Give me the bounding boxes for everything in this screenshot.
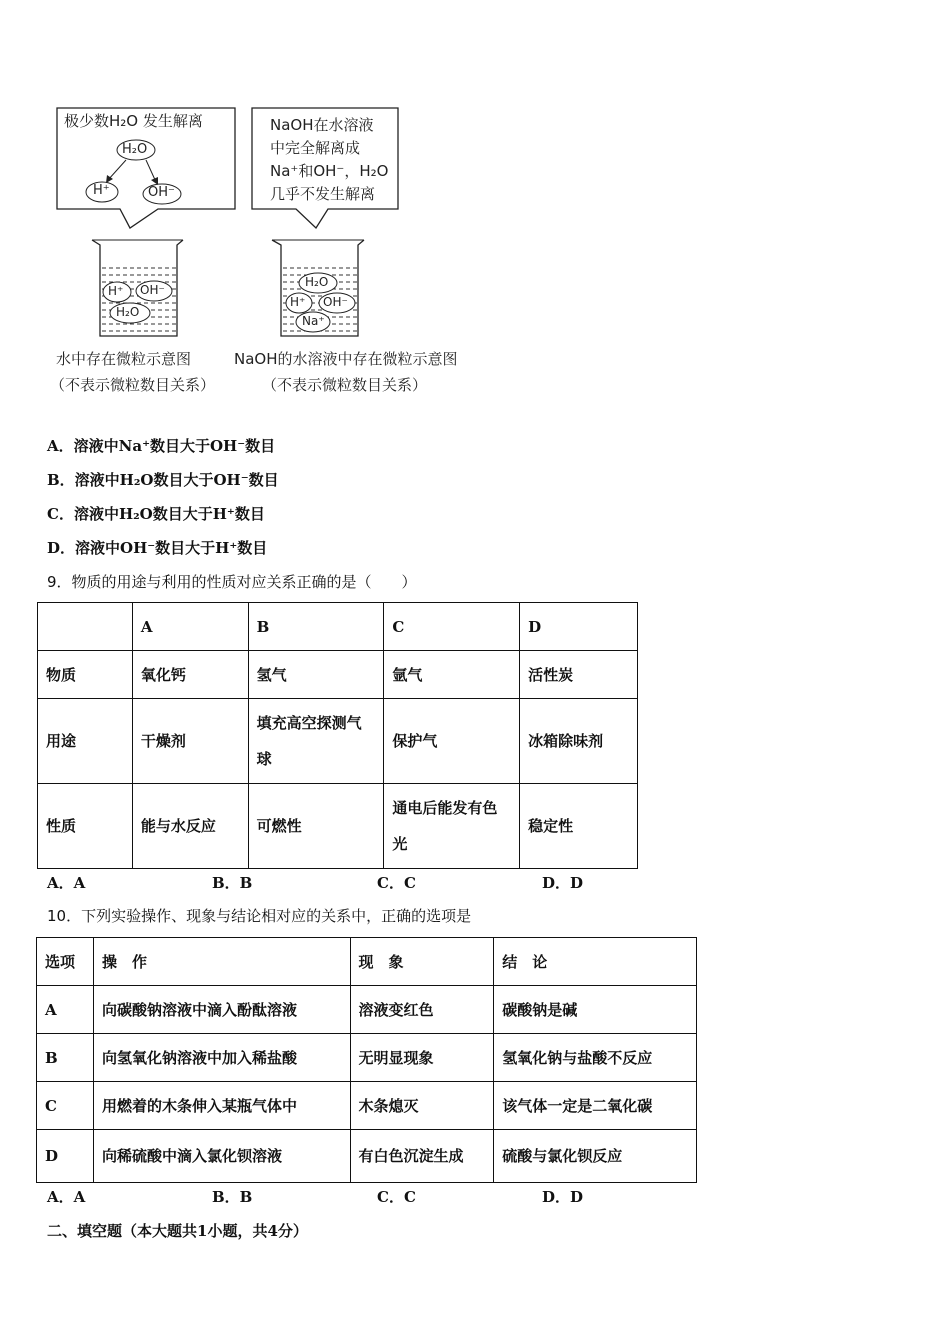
table-row xyxy=(37,938,697,986)
table-cell: 氩气 xyxy=(384,651,520,699)
beaker2-h2o-label: H₂O xyxy=(305,275,329,289)
table-cell xyxy=(38,603,133,651)
table-row xyxy=(37,1130,697,1183)
table-cell: 保护气 xyxy=(384,699,520,784)
q9-answer-b: B．B xyxy=(212,874,253,892)
table-cell: 选项 xyxy=(37,938,94,986)
table-cell: 物质 xyxy=(38,651,133,699)
bubble2-text xyxy=(270,114,388,206)
q10-table xyxy=(36,937,697,1183)
table-cell: C xyxy=(384,603,520,651)
beaker1-h2o-label: H₂O xyxy=(116,305,140,319)
table-cell: 用燃着的木条伸入某瓶气体中 xyxy=(93,1082,350,1130)
table-cell: 用途 xyxy=(38,699,133,784)
table-cell: 性质 xyxy=(38,784,133,869)
q10-answer-b: B．B xyxy=(212,1188,253,1206)
table-cell: A xyxy=(132,603,248,651)
q9-answer-d: D．D xyxy=(542,874,584,892)
table-row xyxy=(38,651,638,699)
table-cell: 稳定性 xyxy=(520,784,638,869)
q10-stem: 10．下列实验操作、现象与结论相对应的关系中，正确的选项是 xyxy=(47,907,472,925)
bubble2-line: 几乎不发生解离 xyxy=(270,185,376,203)
q8-option-b: B．溶液中H₂O数目大于OH⁻数目 xyxy=(47,471,279,489)
table-cell: 溶液变红色 xyxy=(350,986,494,1034)
caption2-line1: NaOH的水溶液中存在微粒示意图 xyxy=(234,350,458,368)
q8-option-d: D．溶液中OH⁻数目大于H⁺数目 xyxy=(47,539,268,557)
table-cell: 向碳酸钠溶液中滴入酚酞溶液 xyxy=(93,986,350,1034)
q10-answer-c: C．C xyxy=(377,1188,416,1206)
table-cell: 结 论 xyxy=(494,938,697,986)
table-cell: C xyxy=(37,1082,94,1130)
q9-answer-c: C．C xyxy=(377,874,416,892)
table-row xyxy=(38,699,638,784)
table-cell: 可燃性 xyxy=(248,784,384,869)
beaker-water xyxy=(92,240,183,336)
table-row xyxy=(37,1034,697,1082)
section-title: 二、填空题（本大题共1小题，共4分） xyxy=(47,1222,308,1240)
table-cell: 填充高空探测气球 xyxy=(248,699,384,784)
table-cell: 干燥剂 xyxy=(132,699,248,784)
oh-label: OH⁻ xyxy=(148,185,175,200)
table-cell: B xyxy=(37,1034,94,1082)
caption1-line1: 水中存在微粒示意图 xyxy=(56,350,192,368)
table-cell: 碳酸钠是碱 xyxy=(494,986,697,1034)
table-row xyxy=(38,603,638,651)
bubble2-line: Na⁺和OH⁻，H₂O xyxy=(270,162,389,180)
table-cell: 该气体一定是二氧化碳 xyxy=(494,1082,697,1130)
q9-stem: 9．物质的用途与利用的性质对应关系正确的是（ ） xyxy=(47,573,417,591)
table-cell: D xyxy=(520,603,638,651)
q9-table xyxy=(37,602,638,869)
table-cell: 通电后能发有色光 xyxy=(384,784,520,869)
table-row xyxy=(37,1082,697,1130)
table-cell: D xyxy=(37,1130,94,1183)
bubble2-line: 中完全解离成 xyxy=(270,139,361,157)
table-cell: 能与水反应 xyxy=(132,784,248,869)
table-cell: 冰箱除味剂 xyxy=(520,699,638,784)
h2o-label: H₂O xyxy=(122,142,148,157)
beaker2-h-label: H⁺ xyxy=(290,295,306,309)
table-cell: 活性炭 xyxy=(520,651,638,699)
table-cell: 向氢氧化钠溶液中加入稀盐酸 xyxy=(93,1034,350,1082)
beaker1-h-label: H⁺ xyxy=(108,284,124,298)
table-cell: 现 象 xyxy=(350,938,494,986)
table-cell: B xyxy=(248,603,384,651)
bubble2-line: NaOH在水溶液 xyxy=(270,116,374,134)
bubble1-text: 极少数H₂O 发生解离 xyxy=(64,112,203,130)
caption2-line2: （不表示微粒数目关系） xyxy=(262,376,428,394)
table-row xyxy=(37,986,697,1034)
q9-answer-a: A．A xyxy=(47,874,86,892)
q10-answer-d: D．D xyxy=(542,1188,584,1206)
h-label: H⁺ xyxy=(93,183,110,198)
table-cell: A xyxy=(37,986,94,1034)
caption1-line2: （不表示微粒数目关系） xyxy=(50,376,216,394)
q10-answer-a: A．A xyxy=(47,1188,86,1206)
table-cell: 无明显现象 xyxy=(350,1034,494,1082)
beaker2-na-label: Na⁺ xyxy=(302,314,325,328)
table-row xyxy=(38,784,638,869)
q8-option-c: C．溶液中H₂O数目大于H⁺数目 xyxy=(47,505,265,523)
beaker2-oh-label: OH⁻ xyxy=(323,295,348,309)
table-cell: 氧化钙 xyxy=(132,651,248,699)
table-cell: 氢氧化钠与盐酸不反应 xyxy=(494,1034,697,1082)
table-cell: 操 作 xyxy=(93,938,350,986)
table-cell: 氢气 xyxy=(248,651,384,699)
table-cell: 向稀硫酸中滴入氯化钡溶液 xyxy=(93,1130,350,1183)
table-cell: 木条熄灭 xyxy=(350,1082,494,1130)
beaker1-oh-label: OH⁻ xyxy=(140,283,165,297)
table-cell: 硫酸与氯化钡反应 xyxy=(494,1130,697,1183)
diagram-svg xyxy=(0,0,520,345)
table-cell: 有白色沉淀生成 xyxy=(350,1130,494,1183)
q8-option-a: A．溶液中Na⁺数目大于OH⁻数目 xyxy=(47,437,276,455)
